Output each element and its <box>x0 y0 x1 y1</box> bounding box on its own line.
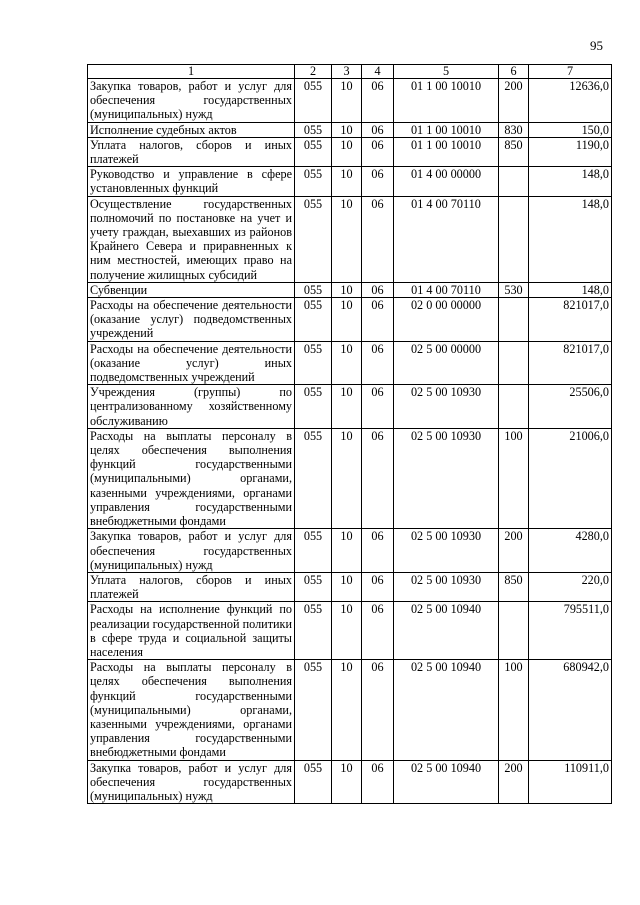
section-code-cell: 10 <box>332 282 362 297</box>
target-article-code-cell: 02 0 00 00000 <box>394 298 499 342</box>
subsection-code-cell: 06 <box>362 122 394 137</box>
expense-type-code-cell <box>499 196 529 282</box>
subsection-code-cell: 06 <box>362 572 394 601</box>
section-code-cell: 10 <box>332 298 362 342</box>
section-code-cell: 10 <box>332 572 362 601</box>
amount-cell: 148,0 <box>529 196 612 282</box>
table-row <box>88 298 612 342</box>
expense-name-cell: Осуществление государственных полномочий по постановке на учет и учету граждан, выехавших из районов Крайнего Севера и приравненных к ним местностей, имеющих право на получение жилищных субсидий <box>88 196 295 282</box>
expense-name-cell: Исполнение судебных актов <box>88 122 295 137</box>
amount-cell: 795511,0 <box>529 602 612 660</box>
ministry-code-cell: 055 <box>295 282 332 297</box>
target-article-code-cell: 02 5 00 00000 <box>394 341 499 385</box>
subsection-code-cell: 06 <box>362 602 394 660</box>
ministry-code-cell: 055 <box>295 167 332 196</box>
amount-cell: 680942,0 <box>529 660 612 760</box>
header-cell-1: 1 <box>88 65 295 79</box>
table-row <box>88 167 612 196</box>
amount-cell: 821017,0 <box>529 298 612 342</box>
table-row <box>88 122 612 137</box>
table-row <box>88 602 612 660</box>
subsection-code-cell: 06 <box>362 428 394 528</box>
subsection-code-cell: 06 <box>362 167 394 196</box>
expense-name-cell: Руководство и управление в сфере установленных функций <box>88 167 295 196</box>
expense-name-cell: Закупка товаров, работ и услуг для обеспечения государственных (муниципальных) нужд <box>88 79 295 123</box>
section-code-cell: 10 <box>332 137 362 166</box>
table-row <box>88 137 612 166</box>
expense-name-cell: Расходы на исполнение функций по реализации государственной политики в сфере труда и социальной защиты населения <box>88 602 295 660</box>
expense-type-code-cell <box>499 298 529 342</box>
expense-name-cell: Учреждения (группы) по централизованному хозяйственному обслуживанию <box>88 385 295 429</box>
target-article-code-cell: 01 1 00 10010 <box>394 79 499 123</box>
target-article-code-cell: 02 5 00 10930 <box>394 385 499 429</box>
expense-type-code-cell: 850 <box>499 572 529 601</box>
expense-name-cell: Уплата налогов, сборов и иных платежей <box>88 137 295 166</box>
section-code-cell: 10 <box>332 602 362 660</box>
section-code-cell: 10 <box>332 385 362 429</box>
target-article-code-cell: 01 1 00 10010 <box>394 137 499 166</box>
expense-name-cell: Расходы на обеспечение деятельности (оказание услуг) подведомственных учреждений <box>88 298 295 342</box>
subsection-code-cell: 06 <box>362 137 394 166</box>
expense-type-code-cell: 200 <box>499 79 529 123</box>
amount-cell: 1190,0 <box>529 137 612 166</box>
page-number: 95 <box>590 38 603 53</box>
subsection-code-cell: 06 <box>362 298 394 342</box>
subsection-code-cell: 06 <box>362 79 394 123</box>
header-cell-2: 2 <box>295 65 332 79</box>
section-code-cell: 10 <box>332 79 362 123</box>
table-row <box>88 529 612 573</box>
amount-cell: 21006,0 <box>529 428 612 528</box>
amount-cell: 110911,0 <box>529 760 612 804</box>
target-article-code-cell: 02 5 00 10940 <box>394 660 499 760</box>
expense-name-cell: Закупка товаров, работ и услуг для обеспечения государственных (муниципальных) нужд <box>88 529 295 573</box>
table-row <box>88 196 612 282</box>
expense-name-cell: Расходы на обеспечение деятельности (оказание услуг) иных подведомственных учреждений <box>88 341 295 385</box>
amount-cell: 150,0 <box>529 122 612 137</box>
table-row <box>88 385 612 429</box>
expense-type-code-cell: 200 <box>499 760 529 804</box>
ministry-code-cell: 055 <box>295 385 332 429</box>
header-cell-4: 4 <box>362 65 394 79</box>
expense-type-code-cell: 850 <box>499 137 529 166</box>
amount-cell: 12636,0 <box>529 79 612 123</box>
ministry-code-cell: 055 <box>295 760 332 804</box>
expense-type-code-cell: 200 <box>499 529 529 573</box>
section-code-cell: 10 <box>332 341 362 385</box>
amount-cell: 821017,0 <box>529 341 612 385</box>
target-article-code-cell: 02 5 00 10930 <box>394 529 499 573</box>
subsection-code-cell: 06 <box>362 385 394 429</box>
target-article-code-cell: 02 5 00 10930 <box>394 572 499 601</box>
subsection-code-cell: 06 <box>362 660 394 760</box>
table-body <box>88 79 612 804</box>
ministry-code-cell: 055 <box>295 122 332 137</box>
section-code-cell: 10 <box>332 122 362 137</box>
target-article-code-cell: 01 1 00 10010 <box>394 122 499 137</box>
expense-type-code-cell: 830 <box>499 122 529 137</box>
target-article-code-cell: 01 4 00 70110 <box>394 196 499 282</box>
expense-type-code-cell: 100 <box>499 660 529 760</box>
table-row <box>88 341 612 385</box>
subsection-code-cell: 06 <box>362 196 394 282</box>
expense-name-cell: Уплата налогов, сборов и иных платежей <box>88 572 295 601</box>
amount-cell: 4280,0 <box>529 529 612 573</box>
section-code-cell: 10 <box>332 660 362 760</box>
subsection-code-cell: 06 <box>362 529 394 573</box>
amount-cell: 148,0 <box>529 167 612 196</box>
ministry-code-cell: 055 <box>295 602 332 660</box>
header-cell-7: 7 <box>529 65 612 79</box>
header-cell-6: 6 <box>499 65 529 79</box>
section-code-cell: 10 <box>332 428 362 528</box>
amount-cell: 148,0 <box>529 282 612 297</box>
header-row <box>88 65 612 79</box>
ministry-code-cell: 055 <box>295 428 332 528</box>
expense-name-cell: Расходы на выплаты персоналу в целях обеспечения выполнения функций государственными (муниципальными) органами, казенными учреждениями, органами управления государственными внебюджетными фондами <box>88 660 295 760</box>
ministry-code-cell: 055 <box>295 572 332 601</box>
subsection-code-cell: 06 <box>362 341 394 385</box>
table-row <box>88 79 612 123</box>
amount-cell: 25506,0 <box>529 385 612 429</box>
expense-type-code-cell <box>499 341 529 385</box>
header-cell-5: 5 <box>394 65 499 79</box>
target-article-code-cell: 02 5 00 10940 <box>394 602 499 660</box>
section-code-cell: 10 <box>332 529 362 573</box>
ministry-code-cell: 055 <box>295 196 332 282</box>
expense-type-code-cell: 100 <box>499 428 529 528</box>
expense-type-code-cell: 530 <box>499 282 529 297</box>
ministry-code-cell: 055 <box>295 341 332 385</box>
section-code-cell: 10 <box>332 196 362 282</box>
target-article-code-cell: 02 5 00 10930 <box>394 428 499 528</box>
amount-cell: 220,0 <box>529 572 612 601</box>
section-code-cell: 10 <box>332 167 362 196</box>
budget-table <box>87 64 612 804</box>
expense-name-cell: Субвенции <box>88 282 295 297</box>
expense-name-cell: Закупка товаров, работ и услуг для обеспечения государственных (муниципальных) нужд <box>88 760 295 804</box>
table-row <box>88 660 612 760</box>
expense-name-cell: Расходы на выплаты персоналу в целях обеспечения выполнения функций государственными (муниципальными) органами, казенными учреждениями, органами управления государственными внебюджетными фондами <box>88 428 295 528</box>
target-article-code-cell: 01 4 00 00000 <box>394 167 499 196</box>
ministry-code-cell: 055 <box>295 529 332 573</box>
header-cell-3: 3 <box>332 65 362 79</box>
expense-type-code-cell <box>499 602 529 660</box>
ministry-code-cell: 055 <box>295 660 332 760</box>
subsection-code-cell: 06 <box>362 282 394 297</box>
table-row <box>88 572 612 601</box>
expense-type-code-cell <box>499 167 529 196</box>
subsection-code-cell: 06 <box>362 760 394 804</box>
ministry-code-cell: 055 <box>295 137 332 166</box>
target-article-code-cell: 01 4 00 70110 <box>394 282 499 297</box>
section-code-cell: 10 <box>332 760 362 804</box>
table-row <box>88 282 612 297</box>
table-row <box>88 760 612 804</box>
expense-type-code-cell <box>499 385 529 429</box>
table-row <box>88 428 612 528</box>
ministry-code-cell: 055 <box>295 298 332 342</box>
ministry-code-cell: 055 <box>295 79 332 123</box>
target-article-code-cell: 02 5 00 10940 <box>394 760 499 804</box>
